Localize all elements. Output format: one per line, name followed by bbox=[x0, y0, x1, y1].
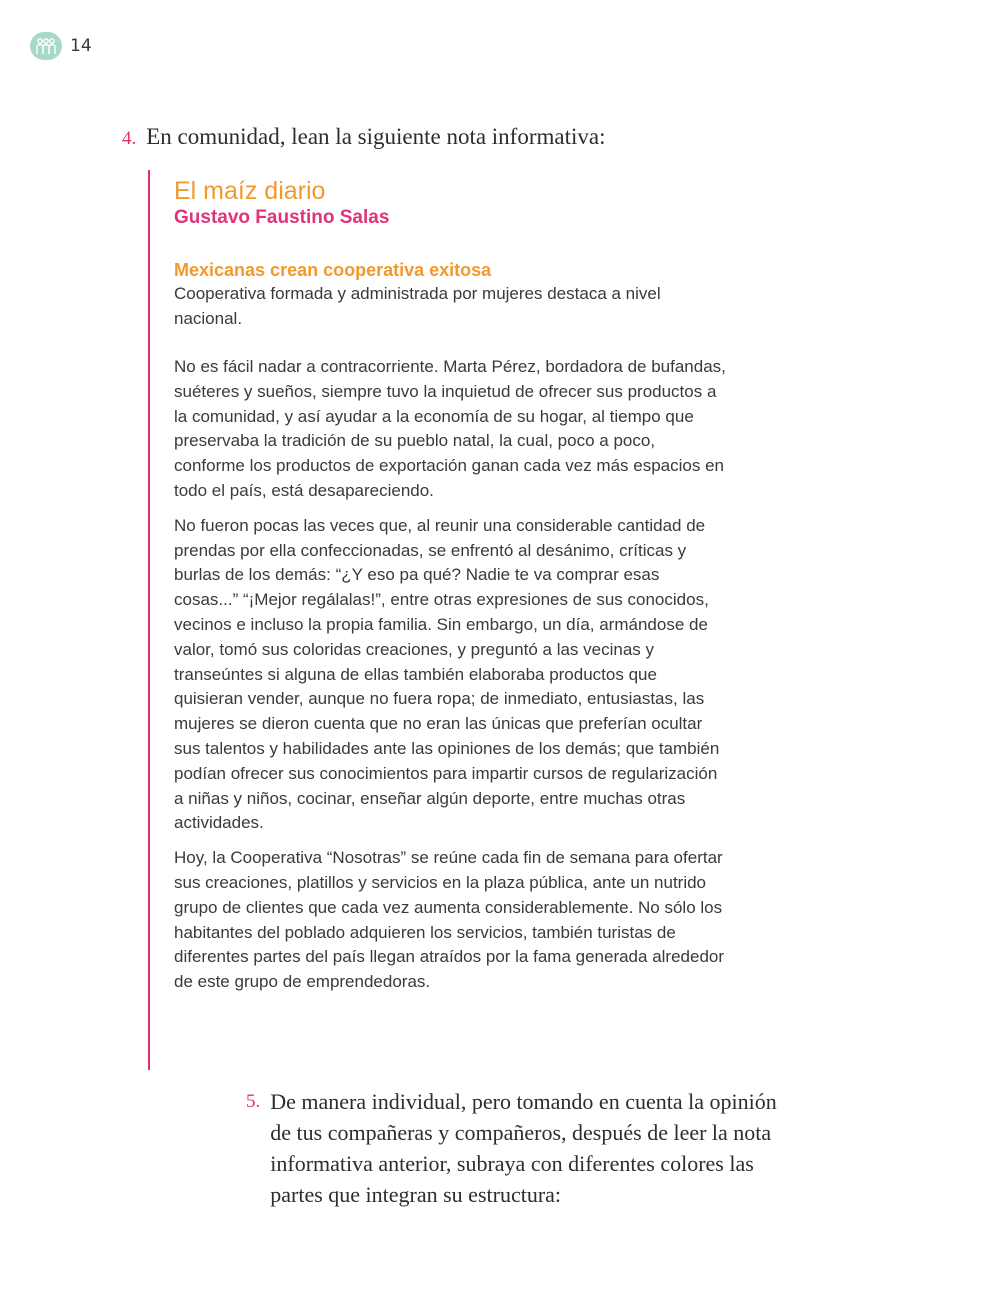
note-paragraph: No es fácil nadar a contracorriente. Marta Pérez, bordadora de bufandas, suéteres y sueños, siempre tuvo la inquietud de ofrecer sus productos a la comunidad, y así ayudar a la economía de su hogar, al tiempo que preservaba la tradición de su pueblo natal, la cual, poco a poco, conforme los productos de exportación ganan cada vez más espacios en todo el país, está desapareciendo. bbox=[174, 357, 726, 500]
question-text: En comunidad, lean la siguiente nota informativa: bbox=[146, 124, 606, 149]
note-title: El maíz diario bbox=[174, 177, 326, 205]
question-number: 5. bbox=[246, 1091, 261, 1112]
news-note bbox=[148, 170, 728, 1070]
note-paragraph: Hoy, la Cooperativa “Nosotras” se reúne cada fin de semana para ofertar sus creaciones, platillos y servicios en la plaza pública, ante un nutrido grupo de clientes que cada vez aumenta considerablemente. No sólo los habitantes del poblado adquieren los servicios, también turistas de diferentes partes del país llegan atraídos por la fama generada alrededor de este grupo de emprendedoras. bbox=[174, 848, 725, 992]
community-people-icon bbox=[30, 32, 62, 60]
note-headline: Mexicanas crean cooperativa exitosa bbox=[174, 260, 492, 280]
note-author: Gustavo Faustino Salas bbox=[174, 207, 390, 228]
page-header bbox=[30, 32, 92, 60]
question-4 bbox=[122, 124, 605, 150]
page-number: 14 bbox=[70, 36, 92, 56]
note-subheadline: Cooperativa formada y administrada por mujeres destaca a nivel nacional. bbox=[174, 284, 661, 328]
question-number: 4. bbox=[122, 128, 137, 149]
note-paragraph: No fueron pocas las veces que, al reunir una considerable cantidad de prendas por ella confeccionadas, se enfrentó al desánimo, críticas y burlas de los demás: “¿Y eso pa qué? Nadie te va comprar esas cosas...” “¡Mejor regálalas!”, entre otras expresiones de sus conocidos, vecinos e incluso la propia familia. Sin embargo, un día, armándose de valor, tomó sus coloridas creaciones, y preguntó a las vecinas y transeúntes si alguna de ellas también elaboraba productos que quisieran vender, aunque no fuera ropa; de inmediato, entusiastas, las mujeres se dieron cuenta que no eran las únicas que preferían ocultar sus talentos y habilidades ante las opiniones de los demás; que también podían ofrecer sus conocimientos para impartir cursos de regularización a niñas y niños, cocinar, enseñar algún deporte, entre muchas otras actividades. bbox=[174, 515, 720, 833]
question-5 bbox=[246, 1086, 786, 1210]
question-text: De manera individual, pero tomando en cuenta la opinión de tus compañeras y compañeros, después de leer la nota informativa anterior, subraya con diferentes colores las partes que integran su estructura: bbox=[270, 1089, 777, 1207]
